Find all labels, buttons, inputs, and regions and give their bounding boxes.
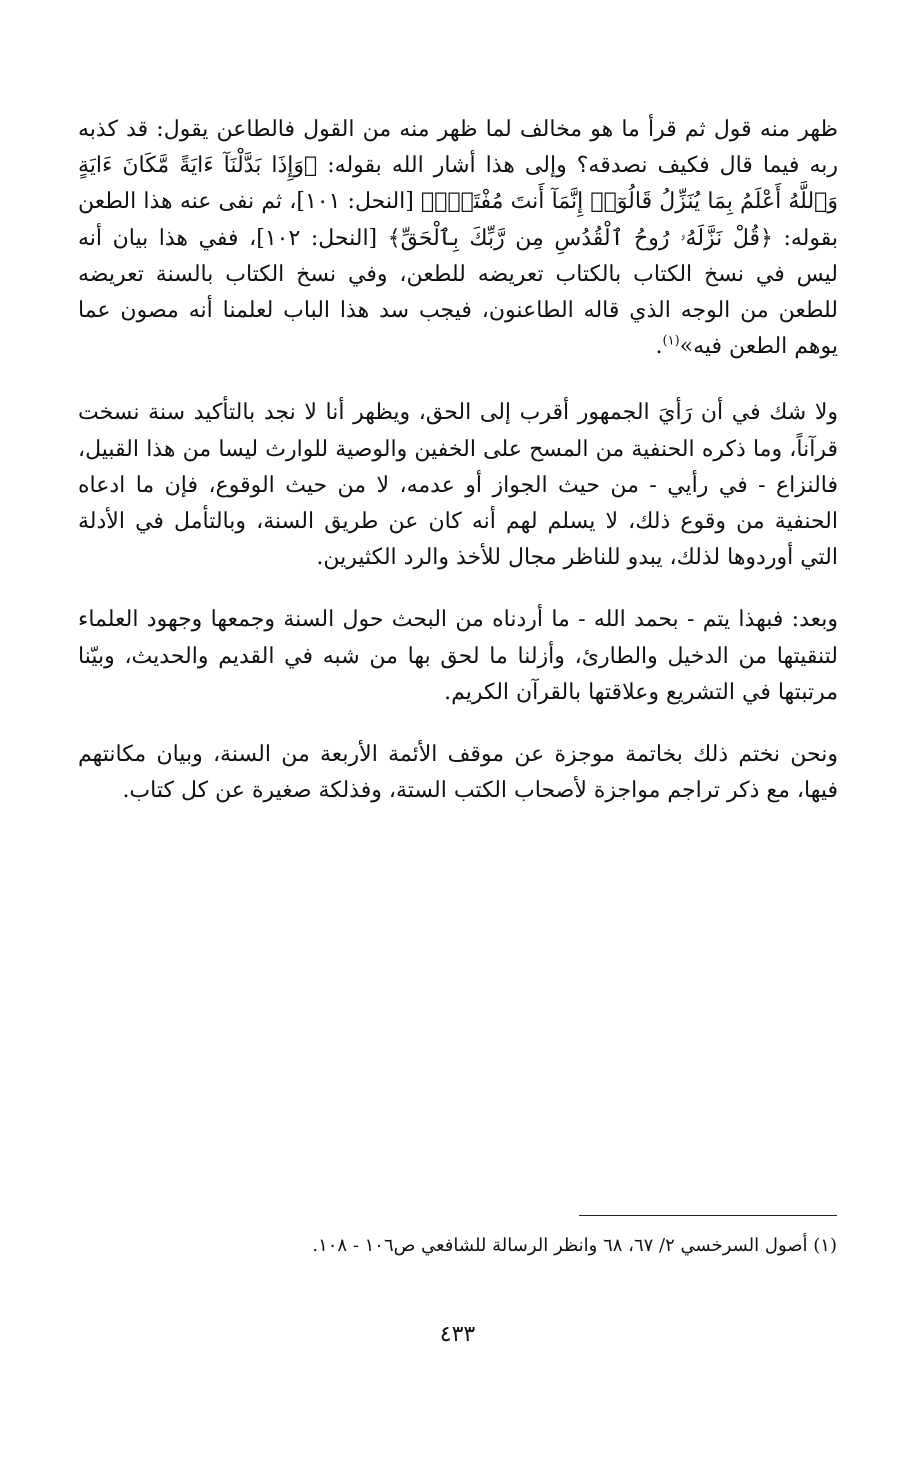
- footnote-divider: [579, 1215, 837, 1216]
- page-number: ٤٣٣: [439, 1322, 476, 1347]
- footnote: (١) أصول السرخسي ٢/ ٦٧، ٦٨ وانظر الرسالة للشافعي ص١٠٦ - ١٠٨.: [312, 1235, 837, 1256]
- paragraph-2: ولا شك في أن رَأيَ الجمهور أقرب إلى الحق، ويظهر أنا لا نجد بالتأكيد سنة نسخت قرآناً، وما ذكره الحنفية من المسح على الخفين والوصية للوارث ليسا من هذا القبيل، فالنزاع - في رأيي - من حيث الجواز أو عدمه، لا من حيث الوقوع، فإن ما ادعاه الحنفية من وقوع ذلك، لا يسلم لهم أنه كان عن طريق السنة، وبالتأمل في الأدلة التي أوردوها لذلك، يبدو للناظر مجال للأخذ والرد الكثيرين.: [78, 400, 838, 571]
- footnote-reference: (١): [662, 333, 680, 349]
- paragraph-1-end: .: [655, 334, 663, 360]
- paragraph-3: وبعد: فبهذا يتم - بحمد الله - ما أردناه من البحث حول السنة وجمعها وجهود العلماء لتنقيتها من الدخيل والطارئ، وأزلنا ما لحق بها من شبه في القديم والحديث، وبيّنا مرتبتها في التشريع وعلاقتها بالقرآن الكريم.: [78, 607, 838, 705]
- page-body: [78, 112, 838, 809]
- paragraph-1: [78, 112, 838, 365]
- paragraph-4: ونحن نختم ذلك بخاتمة موجزة عن موقف الأئمة الأربعة من السنة، وبيان مكانتهم فيها، مع ذكر تراجم مواجزة لأصحاب الكتب الستة، وفذلكة صغيرة عن كل كتاب.: [78, 742, 838, 804]
- paragraph-1-text: ظهر منه قول ثم قرأ ما هو مخالف لما ظهر منه من القول فالطاعن يقول: قد كذبه ربه فيما قال فكيف نصدقه؟ وإلى هذا أشار الله بقوله: ﴿وَإِذَا بَدَّلْنَآ ءَايَةً مَّكَانَ ءَايَةٍ وَٱللَّهُ أَعْلَمُ بِمَا يُنَزِّلُ قَالُوٓا۟ إِنَّمَآ أَنتَ مُفْتَرٍۭ﴾ [النحل: ١٠١]، ثم نفى عنه هذا الطعن بقوله: ﴿قُلْ نَزَّلَهُۥ رُوحُ ٱلْقُدُسِ مِن رَّبِّكَ بِٱلْحَقِّ﴾ [النحل: ١٠٢]، ففي هذا بيان أنه ليس في نسخ الكتاب بالكتاب تعريضه للطعن، وفي نسخ الكتاب بالسنة تعريضه للطعن من الوجه الذي قاله الطاعنون، فيجب سد هذا الباب لعلمنا أنه مصون عما يوهم الطعن فيه»: [78, 117, 838, 360]
